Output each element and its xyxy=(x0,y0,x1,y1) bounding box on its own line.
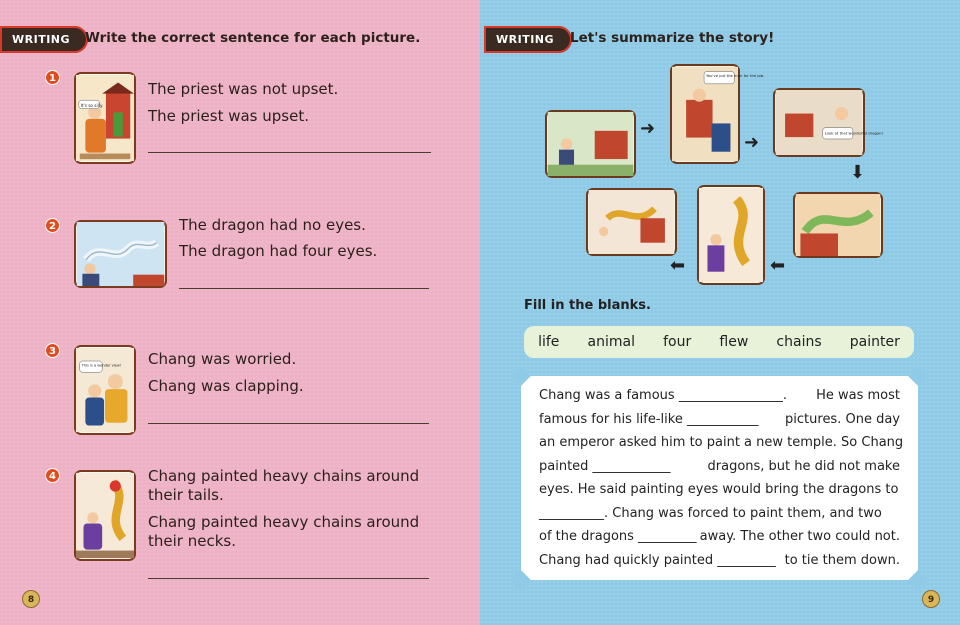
passage-line: of the dragons _________ away. The other two could not. xyxy=(539,529,900,544)
passage-line: __________. Chang was forced to paint them, and two xyxy=(539,505,882,521)
section-tag: WRITING xyxy=(0,26,88,53)
picture-priest xyxy=(74,72,136,164)
item-3-sentence-b: Chang was clapping. xyxy=(148,377,304,395)
arrow-right-icon: ➜ xyxy=(640,118,656,139)
item-number-3: 3 xyxy=(45,343,60,358)
passage-line: painted ____________ dragons, but he did not make xyxy=(539,458,900,474)
arrow-right-icon: ➜ xyxy=(744,132,760,153)
item-4-sentence-b: Chang painted heavy chains around their necks. xyxy=(148,513,420,550)
bubble-text: It's so silly. xyxy=(80,102,104,108)
story-panel-1 xyxy=(545,110,636,178)
arrow-left-icon: ⬅ xyxy=(670,255,686,276)
answer-line-4[interactable] xyxy=(148,578,429,579)
item-1-sentence-b: The priest was upset. xyxy=(148,107,309,125)
item-number-4: 4 xyxy=(45,468,60,483)
item-4-sentence-a: Chang painted heavy chains around their tails. xyxy=(148,467,420,504)
section-tag: WRITING xyxy=(484,26,572,53)
page-number-left: 8 xyxy=(22,590,40,608)
item-number-1: 1 xyxy=(45,70,60,85)
arrow-left-icon: ⬅ xyxy=(770,255,786,276)
answer-line-3[interactable] xyxy=(148,423,429,424)
item-number-2: 2 xyxy=(45,218,60,233)
bubble-text: Look at that wonderful dragon! xyxy=(824,131,884,136)
passage-line: famous for his life-like ___________ pictures. One day xyxy=(539,411,900,427)
word-bank xyxy=(524,326,914,358)
passage-line: Chang was a famous ________________. He was most xyxy=(539,388,900,403)
picture-dragon xyxy=(74,220,167,288)
word-bank-item: life xyxy=(538,334,560,350)
word-bank-item: flew xyxy=(719,334,749,350)
answer-line-2[interactable] xyxy=(179,288,429,289)
answer-line-1[interactable] xyxy=(148,152,431,153)
picture-dragon-chains xyxy=(74,470,136,561)
fill-title: Fill in the blanks. xyxy=(524,298,651,313)
passage-line: an emperor asked him to paint a new temple. So Chang xyxy=(539,435,904,450)
page-heading: Write the correct sentence for each picture. xyxy=(85,30,421,46)
word-bank-item: four xyxy=(663,334,692,350)
page-heading: Let's summarize the story! xyxy=(570,30,775,46)
passage-line: eyes. He said painting eyes would bring the dragons to xyxy=(539,482,899,497)
picture-chang xyxy=(74,345,136,435)
story-panel-2 xyxy=(670,64,765,164)
passage-box xyxy=(521,376,918,580)
word-bank-item: animal xyxy=(587,334,635,350)
story-panel-5 xyxy=(697,185,765,285)
story-panel-4 xyxy=(793,192,883,258)
page-number-right: 9 xyxy=(922,590,940,608)
bubble-text: This is a wonder view! xyxy=(81,363,122,368)
arrow-down-icon: ⬇ xyxy=(850,162,866,183)
story-panel-3 xyxy=(773,88,884,157)
item-3-sentence-a: Chang was worried. xyxy=(148,350,297,368)
item-1-sentence-a: The priest was not upset. xyxy=(148,80,339,98)
item-2-sentence-b: The dragon had four eyes. xyxy=(179,242,378,260)
item-2-sentence-a: The dragon had no eyes. xyxy=(179,216,366,234)
bubble-text: You've put the man for the job. xyxy=(705,74,765,79)
story-panel-6 xyxy=(586,188,677,256)
passage-line: Chang had quickly painted _________ to tie them down. xyxy=(539,552,900,568)
word-bank-item: painter xyxy=(849,334,900,350)
word-bank-item: chains xyxy=(776,334,822,350)
